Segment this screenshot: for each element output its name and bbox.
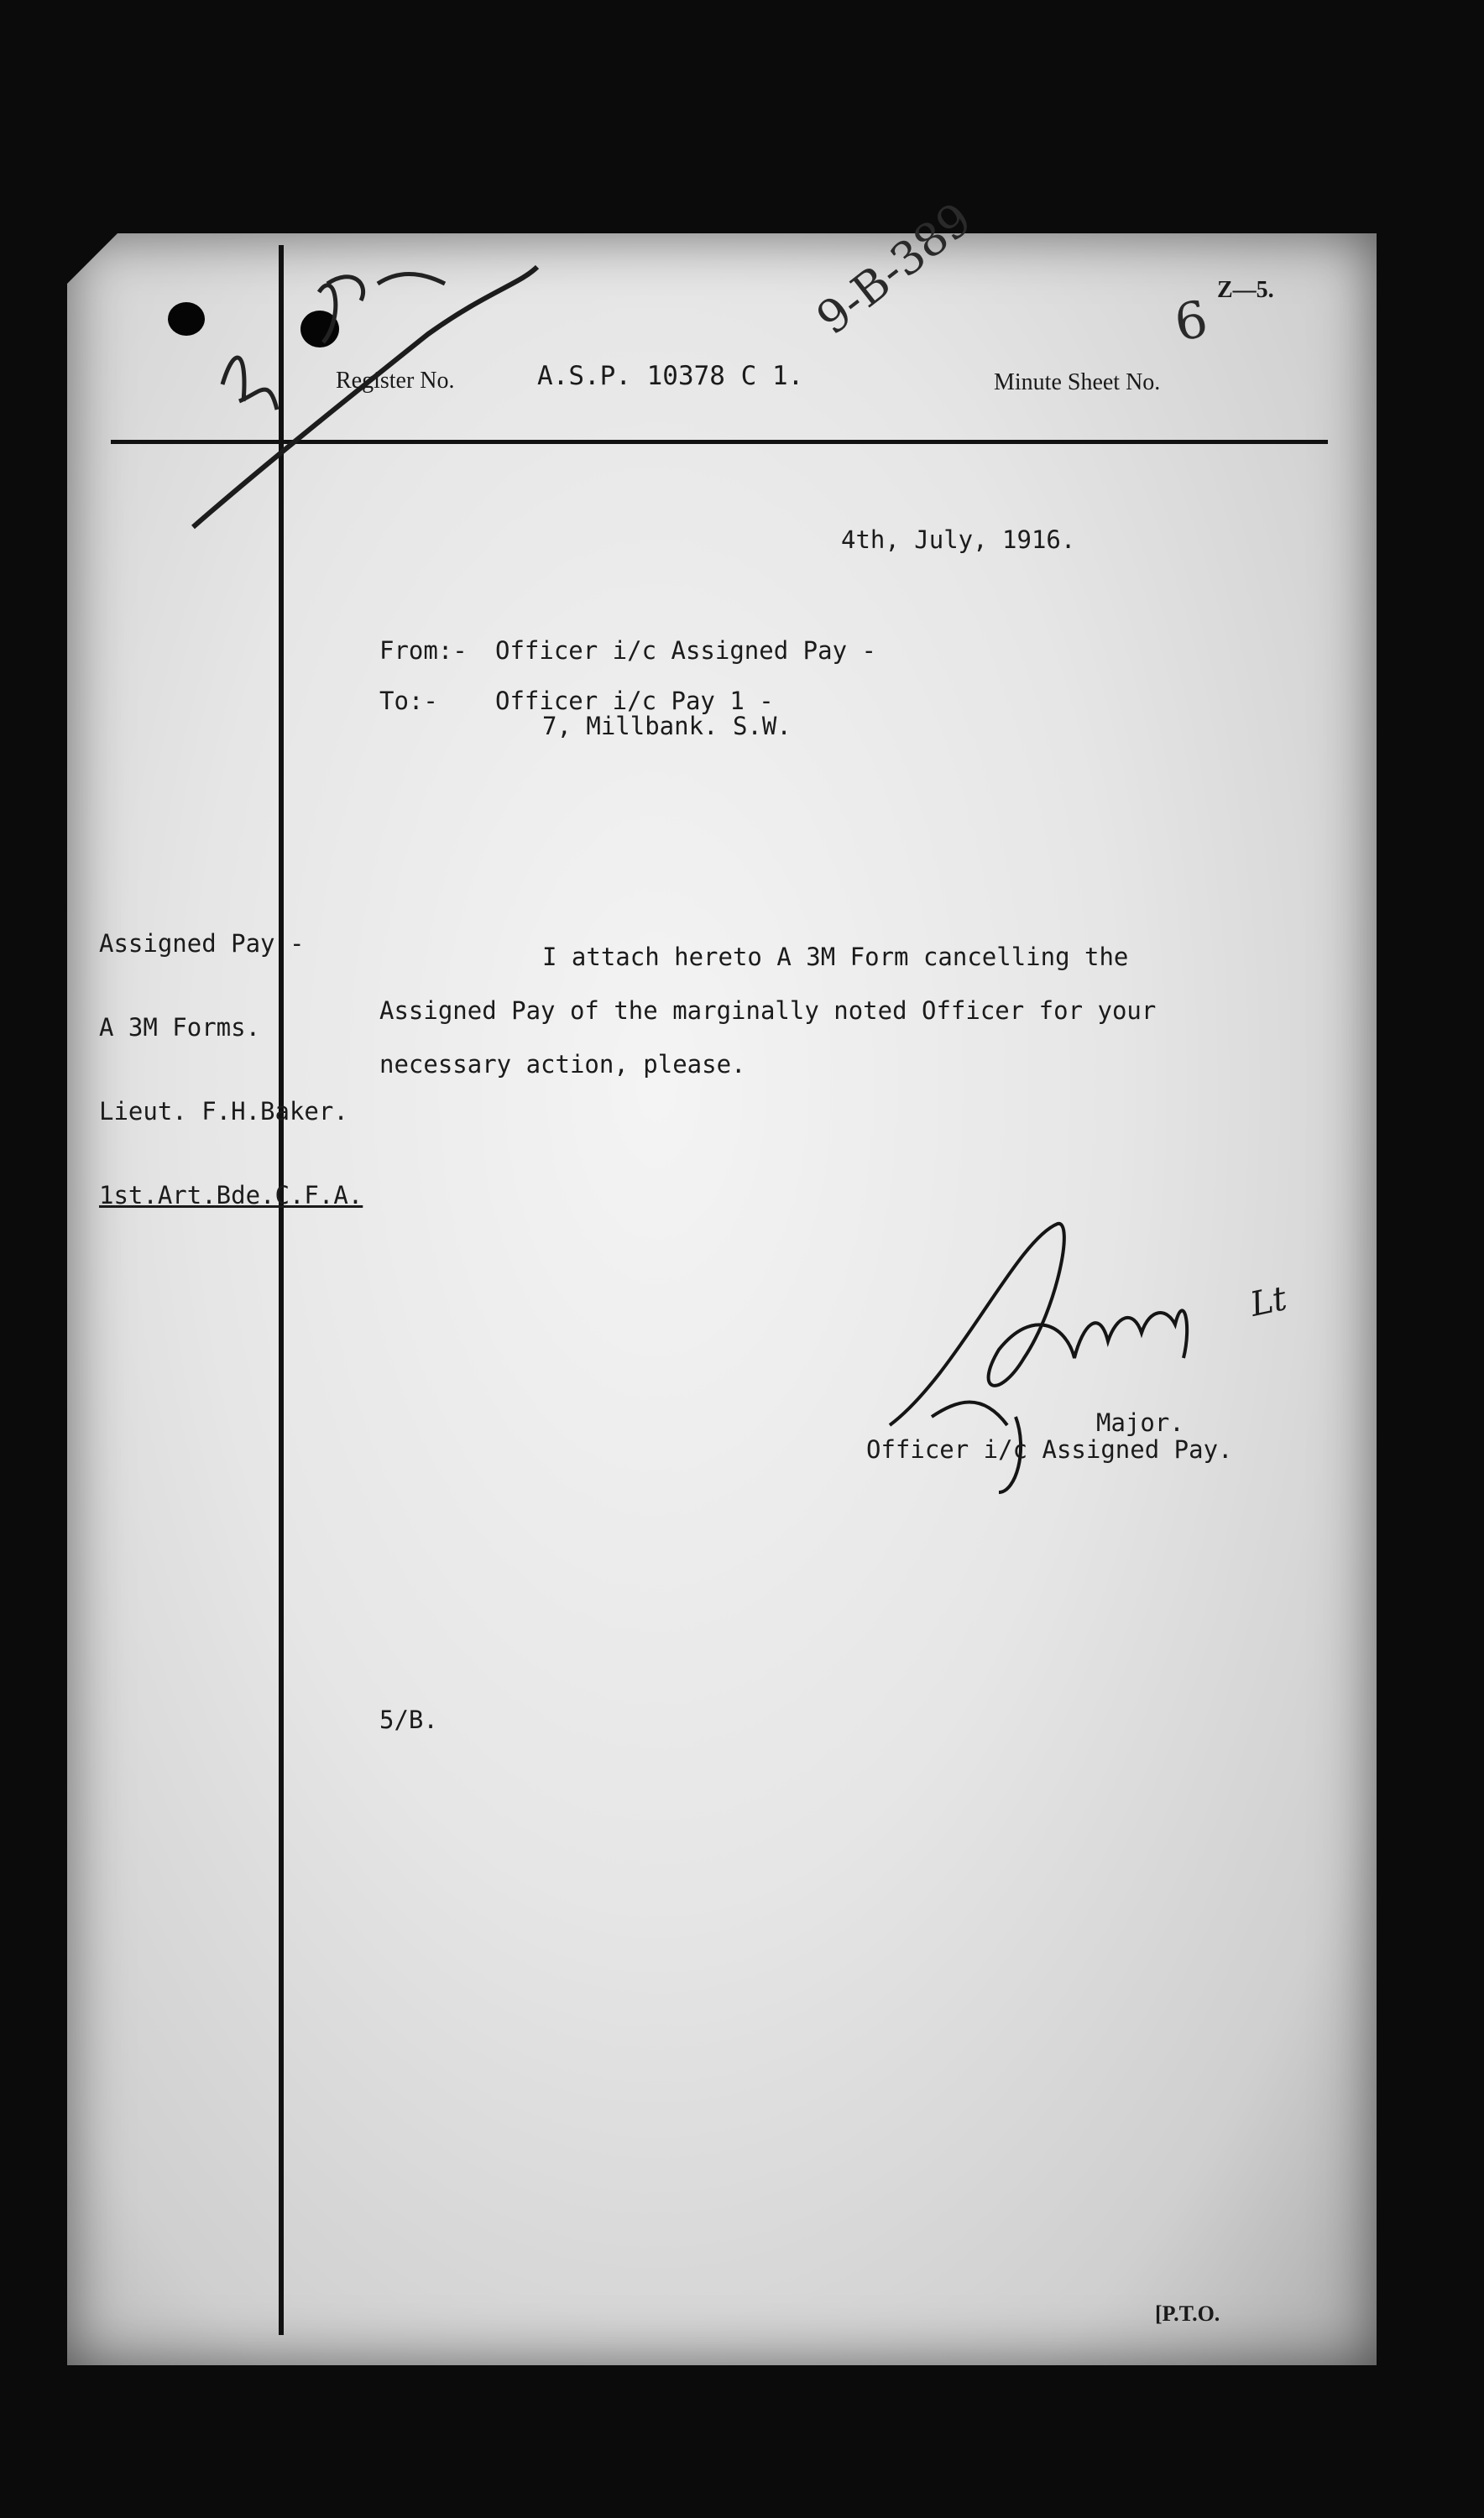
document-date: 4th, July, 1916. xyxy=(841,525,1076,554)
minute-sheet-label: Minute Sheet No. xyxy=(994,369,1161,395)
pencil-mark-right: 6 xyxy=(1170,290,1212,353)
from-label: From:- xyxy=(379,636,468,665)
body-paragraph: I attach hereto A 3M Form cancelling the Assigned Pay of the marginally noted Officer for your necessary action, please. xyxy=(379,943,1157,1079)
to-label: To:- xyxy=(379,687,438,715)
reference-number: 5/B. xyxy=(379,1706,438,1734)
signature-icon xyxy=(67,233,1377,1576)
to-value-line2: 7, Millbank. S.W. xyxy=(542,712,792,740)
signature-rank: Major. xyxy=(1096,1408,1184,1437)
pto-stamp: [P.T.O. xyxy=(1155,2301,1220,2326)
form-code: Z—5. xyxy=(1217,277,1274,303)
signature-title: Officer i/c Assigned Pay. xyxy=(866,1435,1233,1464)
margin-note-line4: 1st.Art.Bde.C.F.A. xyxy=(99,1181,363,1209)
from-value: Officer i/c Assigned Pay - xyxy=(495,636,876,665)
margin-note-line1: Assigned Pay - xyxy=(99,929,305,958)
margin-note-line3: Lieut. F.H.Baker. xyxy=(99,1097,348,1126)
margin-note-line2: A 3M Forms. xyxy=(99,1013,261,1042)
register-label: Register No. xyxy=(336,368,455,394)
register-number: A.S.P. 10378 C 1. xyxy=(537,361,804,391)
signature-handwritten: Lt xyxy=(1246,1279,1290,1324)
to-value-line1: Officer i/c Pay 1 - xyxy=(495,687,774,715)
pencil-register-number: 9-B-389 xyxy=(807,192,982,345)
minute-sheet xyxy=(67,192,1377,2365)
